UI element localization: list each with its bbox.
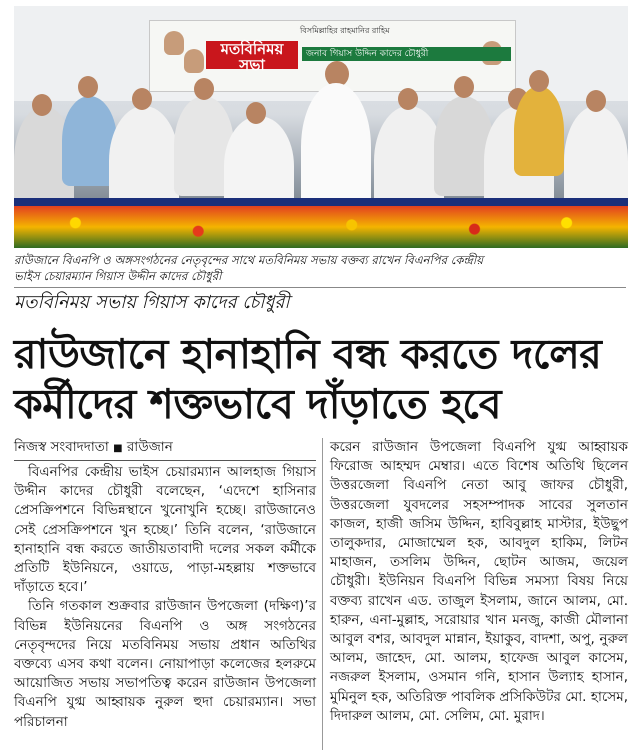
- byline-separator: ■: [113, 443, 123, 454]
- headline-line-2: কর্মীদের শক্তভাবে দাঁড়াতে হবে: [14, 380, 502, 428]
- crowd-head: [32, 94, 52, 116]
- crowd-head: [132, 88, 152, 110]
- sub-headline: মতবিনিময় সভায় গিয়াস কাদের চৌধুরী: [14, 292, 290, 313]
- banner-caption: বিসমিল্লাহির রাহমানির রাহিম: [300, 26, 390, 35]
- crowd-head: [529, 70, 549, 92]
- news-photo: [14, 6, 628, 248]
- banner-portrait-1: [164, 31, 184, 55]
- crowd-head: [194, 78, 214, 100]
- crowd-head: [78, 76, 98, 98]
- article-paragraph-2: তিনি গতকাল শুক্রবার রাউজান উপজেলা (দক্ষিণ)’র বিভিন্ন ইউনিয়নের বিএনপি ও অঙ্গ সংগঠনের নেতৃবৃন্দদের নিয়ে মতবিনিময় সভায় প্রধান অতিথির বক্তব্যে এসব কথা বলেন। নোয়াপাড়া কলেজের হলরুমে আয়োজিত সভায় সভাপতিত্ব করেন রাউজান উপজেলা বিএনপি যুগ্ম আহ্বায়ক নুরুল হুদা চেয়ারম্যান। সভা পরিচালনা: [14, 598, 316, 730]
- photo-caption-line-1: রাউজানে বিএনপি ও অঙ্গসংগঠনের নেতৃবৃন্দের সাথে মতবিনিময় সভায় বক্তব্য রাখেন বিএনপির কেন্দ্রীয়: [14, 253, 484, 267]
- crowd-head: [398, 88, 418, 110]
- photo-caption: [14, 252, 628, 284]
- article-column-left: [14, 438, 316, 732]
- article-paragraph-1: বিএনপির কেন্দ্রীয় ভাইস চেয়ারম্যান আলহাজ গিয়াস উদ্দীন কাদের চৌধুরী বলেছেন, ‘এদেশে হাসিনার প্রেসক্রিপশনে বিভিন্নস্থানে খুনোখুনি হচ্ছে। রাউজানেও সেই প্রেসক্রিপশনে খুন হচ্ছে।’ তিনি বলেন, ‘রাউজানে হানাহানি বন্ধ করতে জাতীয়তাবাদী দলের সকল কর্মীকে প্রতিটি ইউনিয়নে, ওয়াডে, পাড়া-মহল্লায় শক্তভাবে দাঁড়াতে হবে।’: [14, 464, 316, 596]
- caption-divider: [14, 287, 626, 288]
- article-column-right: [330, 438, 628, 726]
- byline-reporter: নিজস্ব সংবাদদাতা: [14, 439, 109, 455]
- speaker-body: [301, 83, 371, 211]
- photo-caption-line-2: ভাইস চেয়ারম্যান গিয়াস উদ্দীন কাদের চৌধুরী: [14, 269, 222, 283]
- banner-title: মতবিনিময় সভা: [206, 41, 298, 69]
- crowd-head: [586, 90, 606, 112]
- banner-name: জনাব গিয়াস উদ্দিন কাদের চৌধুরী: [302, 47, 511, 61]
- photo-flowers: [14, 206, 628, 248]
- crowd-person: [514, 86, 564, 176]
- crowd-head: [246, 102, 266, 124]
- article-paragraph-3: করেন রাউজান উপজেলা বিএনপি যুগ্ম আহ্বায়ক ফিরোজ আহম্মদ মেম্বার। এতে বিশেষ অতিথি ছিলেন উত্তরজেলা বিএনপি নেতা আবু জাফর চৌধুরী, উত্তরজেলা যুবদলের সহসম্পাদক সাবের সুলতান কাজল, হাজী জসিম উদ্দিন, হাবিবুল্লাহ মাস্টার, ইউছুপ তালুকদার, মোজাম্মেল হক, আবদুল হাকিম, লিটন মাহাজন, তসলিম উদ্দিন, ছোটন আজম, জয়েল চৌধুরী। ইউনিয়ন বিএনপি বিভিন্ন সমস্যা বিষয় নিয়ে বক্তব্য রাখেন এড. তাজুল ইসলাম, জানে আলম, মো. হারুন, এনা-মুল্লাহ, সরোয়ার খান মনজু, কাজী মৌলানা আবুল বশর, আবদুল মান্নান, ইয়াকুব, বাদশা, অপু, নুরুল আলম, জাহেদ, মো. আলম, হাফেজ আবুল কাসেম, নজরুল ইসলাম, ওসমান গনি, হাসান উল্যাহ হাসান, মুমিনুল হক, অতিরিক্ত পাবলিক প্রসিকিউটর মো. হাসেম, দিদারুল আলম, মো. সেলিম, মো. মুরাদ।: [330, 439, 628, 724]
- column-divider: [322, 438, 323, 750]
- photo-speaker: [301, 61, 371, 211]
- crowd-head: [454, 76, 474, 98]
- byline: [14, 438, 316, 461]
- byline-location: রাউজান: [126, 439, 173, 455]
- headline-line-1: রাউজানে হানাহানি বন্ধ করতে দলের: [14, 330, 602, 378]
